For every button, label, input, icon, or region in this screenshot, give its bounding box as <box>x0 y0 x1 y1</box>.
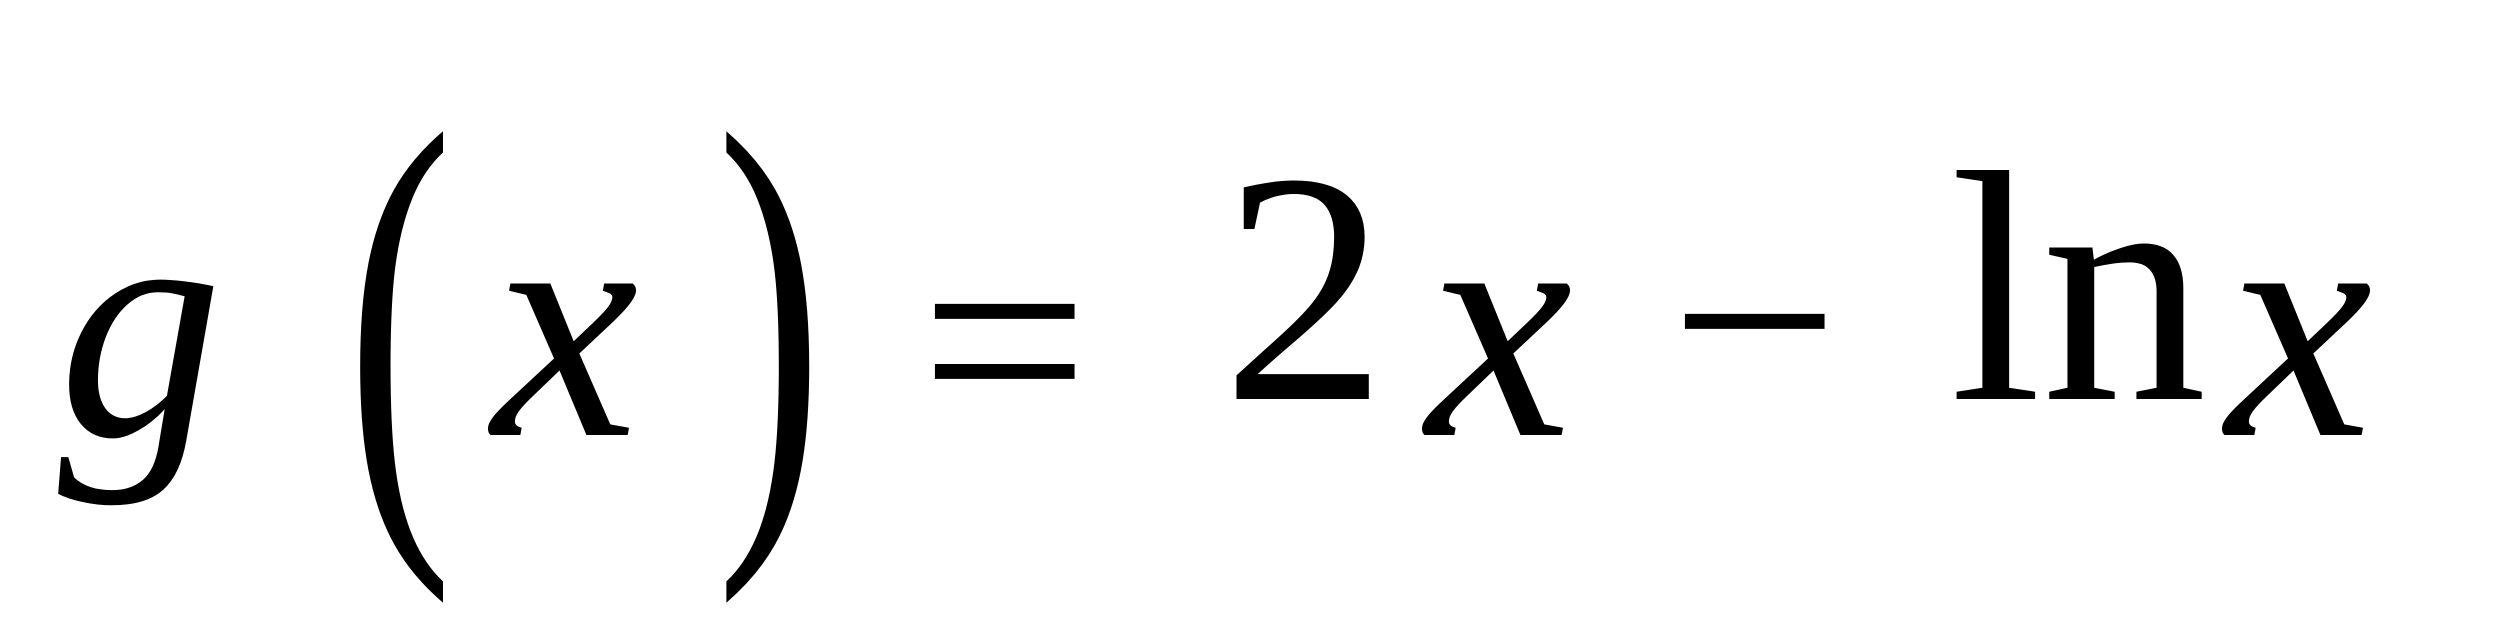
function-name: g <box>58 142 223 507</box>
open-parenthesis: ( <box>346 30 454 605</box>
log-function: ln <box>1950 106 2207 471</box>
equals-sign: = <box>920 174 1090 506</box>
minus-sign: − <box>1670 154 1840 486</box>
coefficient-variable: x <box>1426 142 1573 507</box>
log-variable: x <box>2226 142 2373 507</box>
coefficient: 2 <box>1222 106 1387 471</box>
close-parenthesis: ) <box>716 30 824 605</box>
argument-variable: x <box>492 142 639 507</box>
